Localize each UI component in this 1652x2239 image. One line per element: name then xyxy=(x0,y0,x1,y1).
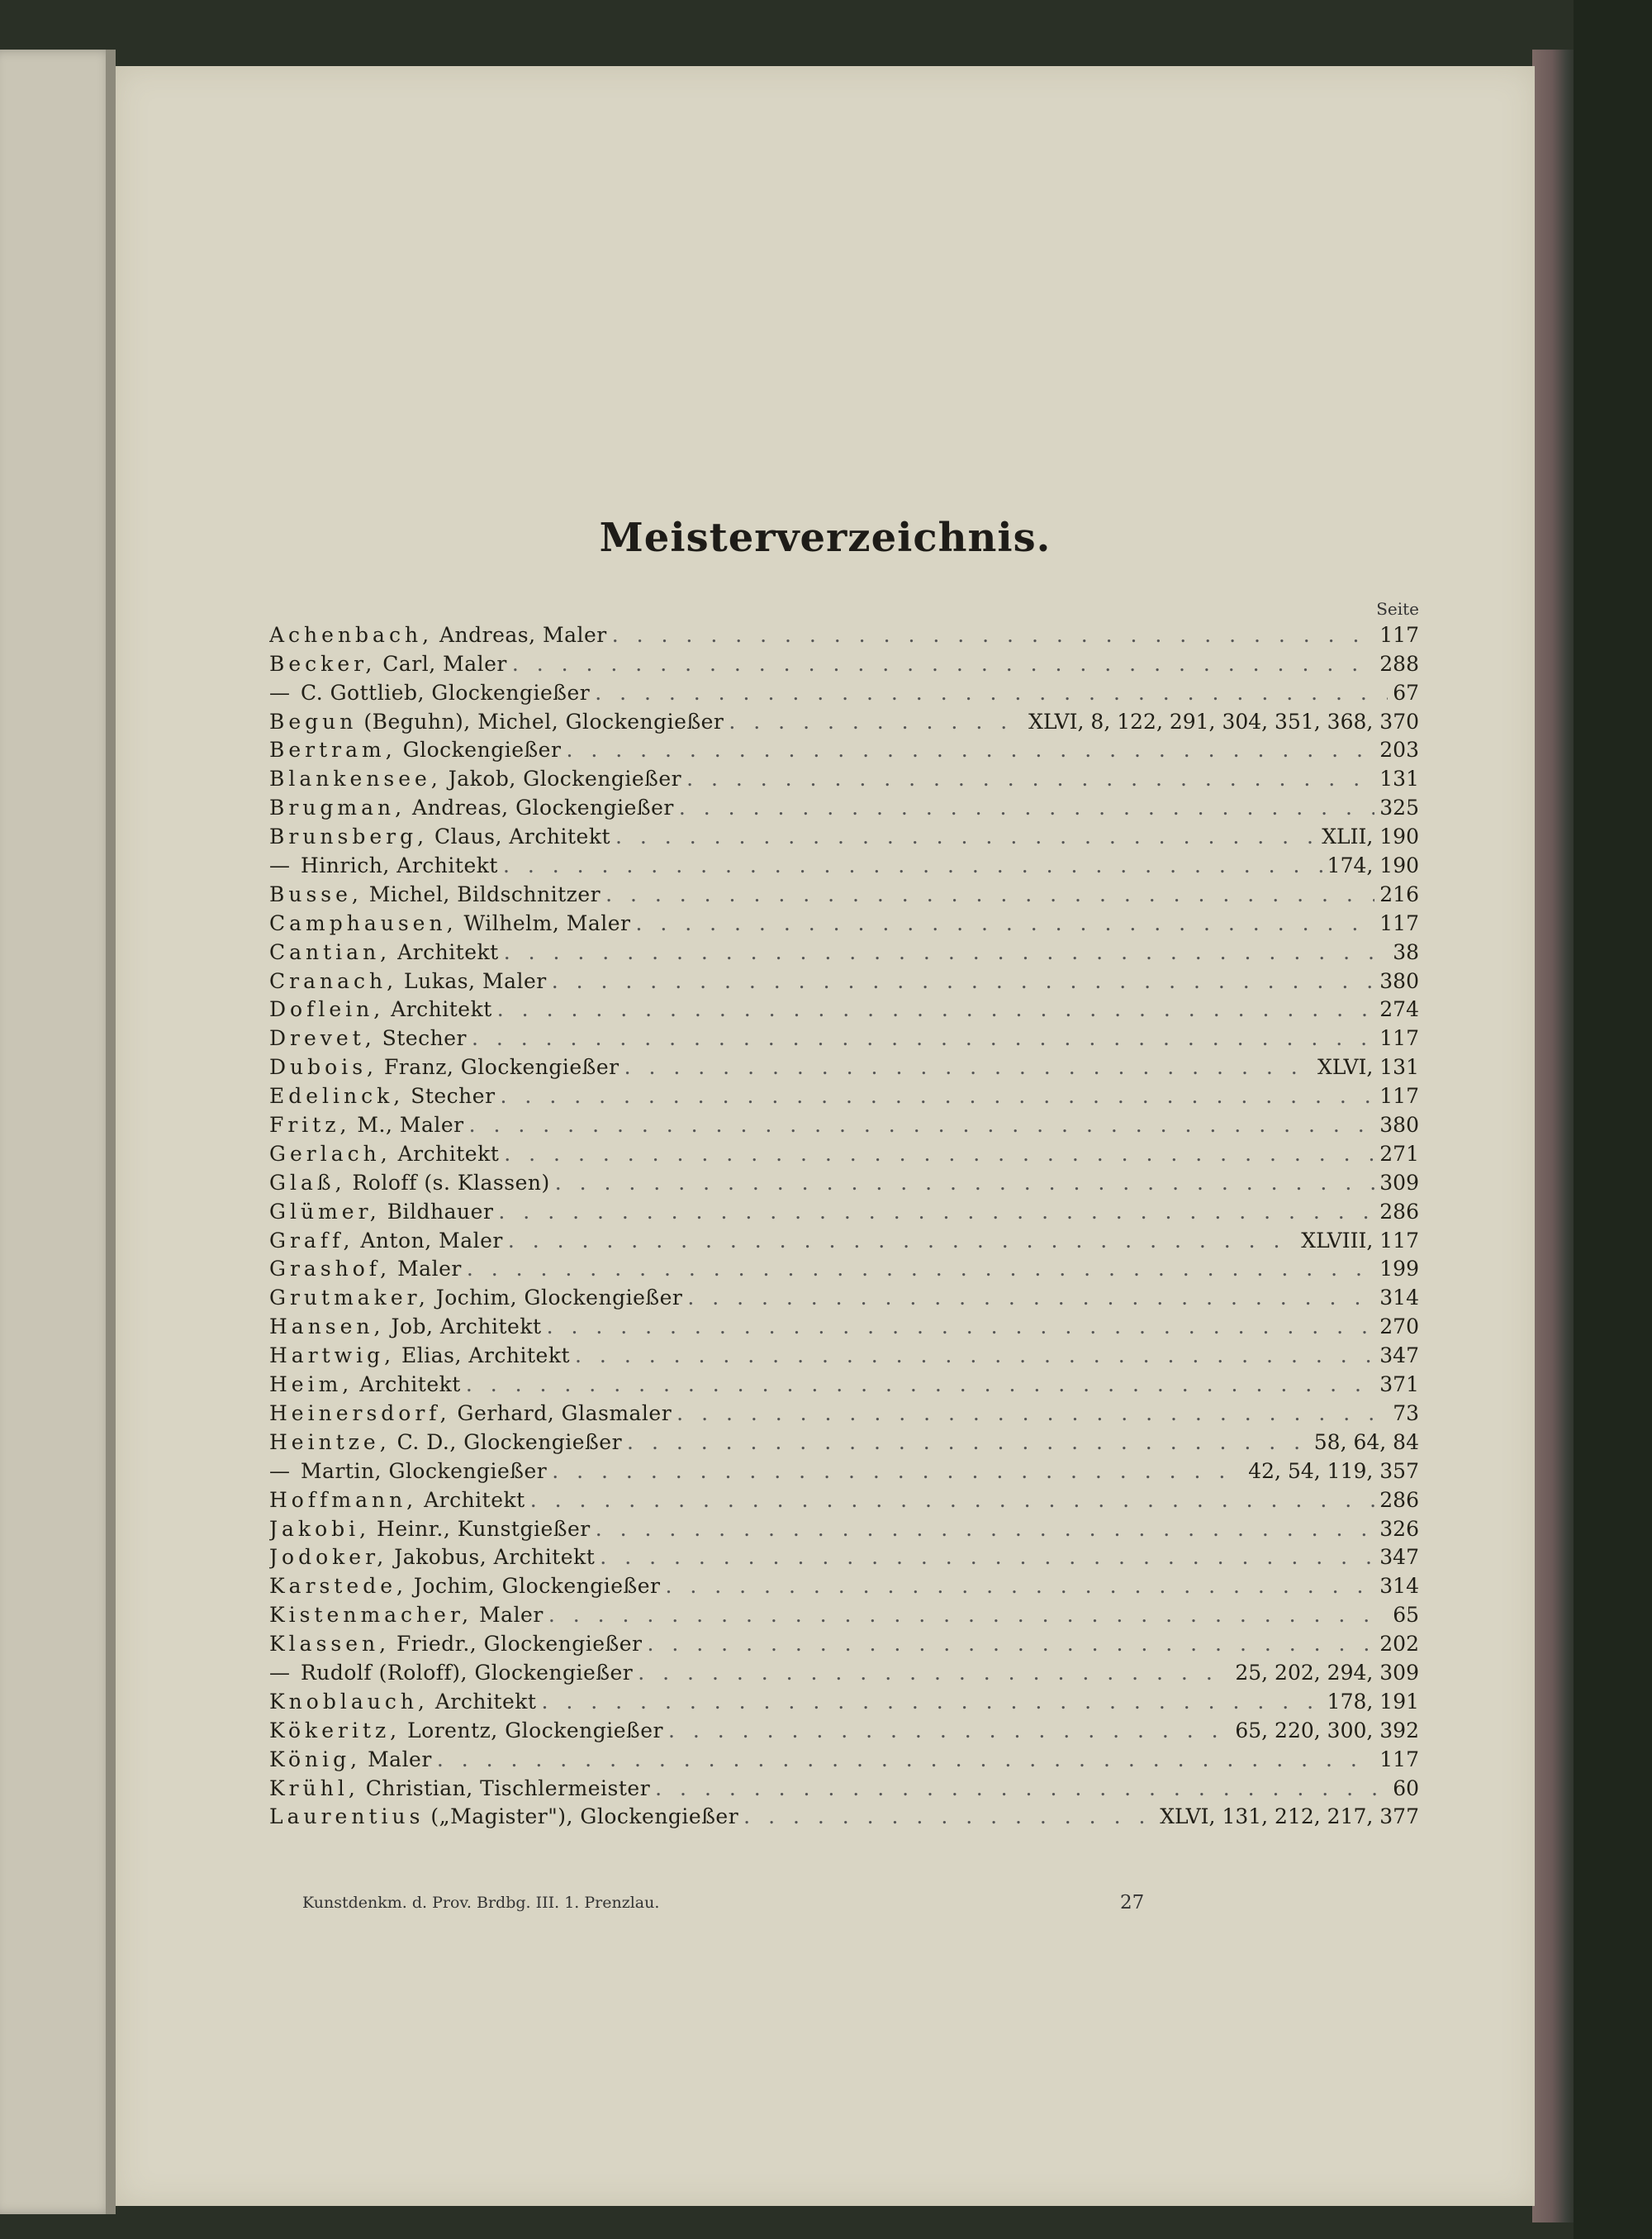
entry-pages: 314 xyxy=(1379,1286,1419,1310)
entry-pages: 371 xyxy=(1379,1372,1419,1397)
entry-description: Architekt xyxy=(397,1141,500,1166)
leader-dots xyxy=(612,623,1375,647)
entry-pages: 58, 64, 84 xyxy=(1313,1429,1419,1454)
entry-pages: 174, 190 xyxy=(1327,853,1419,878)
entry-description: Wilhelm, Maler xyxy=(463,910,631,935)
entry-name: Heinersdorf, xyxy=(269,1400,451,1425)
leader-dots xyxy=(541,1690,1322,1714)
entry-pages: 380 xyxy=(1379,1113,1419,1138)
index-list xyxy=(269,618,1419,1828)
entry-pages: 202 xyxy=(1379,1632,1419,1657)
leader-dots xyxy=(615,825,1317,849)
entry-description: Jochim, Glockengießer xyxy=(413,1574,661,1599)
leader-dots xyxy=(547,1314,1375,1338)
entry-description: Architekt xyxy=(397,939,499,964)
index-entry xyxy=(269,1195,1419,1224)
index-entry xyxy=(269,849,1419,877)
index-entry xyxy=(269,877,1419,906)
entry-name: — xyxy=(269,1660,294,1685)
entry-name: Heim, xyxy=(269,1372,354,1397)
entry-pages: 270 xyxy=(1379,1314,1419,1339)
leader-dots xyxy=(497,997,1375,1021)
entry-description: Lukas, Maler xyxy=(404,968,547,993)
index-entry xyxy=(269,618,1419,647)
index-entry xyxy=(269,1656,1419,1685)
entry-description: Hinrich, Architekt xyxy=(300,853,498,878)
index-entry xyxy=(269,935,1419,964)
leader-dots xyxy=(501,1084,1375,1108)
entry-name: Grutmaker, xyxy=(269,1286,430,1310)
index-entry xyxy=(269,1627,1419,1656)
entry-description: Anton, Maler xyxy=(360,1228,503,1253)
entry-description: (Beguhn), Michel, Glockengießer xyxy=(363,709,724,734)
entry-description: Bildhauer xyxy=(387,1199,494,1224)
leader-dots xyxy=(676,1401,1388,1425)
leader-dots xyxy=(668,1718,1230,1742)
entry-pages: 131 xyxy=(1379,767,1419,791)
entry-pages: 25, 202, 294, 309 xyxy=(1235,1660,1419,1685)
index-entry xyxy=(269,1512,1419,1541)
entry-name: — xyxy=(269,853,294,878)
leader-dots xyxy=(600,1545,1374,1569)
entry-name: Karstede, xyxy=(269,1574,407,1599)
entry-pages: 42, 54, 119, 357 xyxy=(1248,1458,1419,1483)
entry-pages: 117 xyxy=(1379,910,1419,935)
index-entry xyxy=(269,1281,1419,1310)
entry-description: Maler xyxy=(368,1747,432,1771)
leader-dots xyxy=(729,710,1023,734)
leader-dots xyxy=(472,1026,1374,1050)
leader-dots xyxy=(679,796,1374,820)
index-entry xyxy=(269,1685,1419,1714)
entry-name: König, xyxy=(269,1747,362,1771)
entry-name: Glaß, xyxy=(269,1170,346,1195)
entry-name: Dubois, xyxy=(269,1055,377,1080)
index-entry xyxy=(269,1742,1419,1771)
entry-name: — xyxy=(269,680,294,705)
leader-dots xyxy=(743,1804,1155,1828)
entry-description: M., Maler xyxy=(357,1113,464,1138)
entry-description: („Magister"), Glockengießer xyxy=(430,1804,739,1829)
leader-dots xyxy=(605,882,1374,906)
entry-description: Heinr., Kunstgießer xyxy=(377,1516,591,1541)
entry-name: Jodoker, xyxy=(269,1545,388,1570)
index-entry xyxy=(269,820,1419,849)
entry-name: Kistenmacher, xyxy=(269,1603,473,1628)
leader-dots xyxy=(566,738,1374,762)
entry-pages: 347 xyxy=(1379,1545,1419,1570)
index-entry xyxy=(269,1310,1419,1338)
leader-dots xyxy=(596,1517,1375,1541)
entry-description: Architekt xyxy=(359,1372,461,1397)
entry-description: Michel, Bildschnitzer xyxy=(368,882,601,906)
index-entry xyxy=(269,964,1419,993)
entry-name: Jakobi, xyxy=(269,1516,371,1541)
entry-name: Cantian, xyxy=(269,939,392,964)
index-entry xyxy=(269,1224,1419,1253)
index-entry xyxy=(269,1367,1419,1396)
entry-description: Elias, Architekt xyxy=(401,1343,571,1368)
page-title: Meisterverzeichnis. xyxy=(599,515,1051,561)
entry-pages: 314 xyxy=(1379,1574,1419,1599)
entry-description: Rudolf (Roloff), Glockengießer xyxy=(300,1660,634,1685)
index-entry xyxy=(269,1425,1419,1454)
leader-dots xyxy=(503,853,1322,877)
leader-dots xyxy=(508,1229,1296,1253)
left-page-edge xyxy=(0,50,116,2214)
entry-description: Andreas, Maler xyxy=(439,622,607,647)
entry-pages: 117 xyxy=(1379,1084,1419,1109)
leader-dots xyxy=(635,911,1374,935)
index-entry xyxy=(269,734,1419,763)
index-entry xyxy=(269,1598,1419,1627)
entry-pages: 325 xyxy=(1379,796,1419,820)
book-cover xyxy=(1574,0,1652,2239)
entry-pages: 65 xyxy=(1393,1603,1419,1628)
entry-pages: 60 xyxy=(1393,1776,1419,1800)
entry-name: Hoffmann, xyxy=(269,1487,418,1512)
entry-description: Friedr., Glockengießer xyxy=(396,1632,643,1657)
leader-dots xyxy=(595,681,1388,705)
entry-description: Glockengießer xyxy=(402,738,562,763)
entry-description: Maler xyxy=(479,1603,544,1628)
entry-name: Laurentius xyxy=(269,1804,425,1829)
entry-name: Camphausen, xyxy=(269,910,458,935)
entry-name: Blankensee, xyxy=(269,767,442,791)
index-entry xyxy=(269,1108,1419,1137)
entry-name: Fritz, xyxy=(269,1113,351,1138)
entry-description: Architekt xyxy=(391,997,492,1022)
index-entry xyxy=(269,1021,1419,1050)
index-entry xyxy=(269,1714,1419,1742)
sheet-number: 27 xyxy=(1120,1892,1145,1913)
entry-pages: 203 xyxy=(1379,738,1419,763)
entry-pages: XLVI, 8, 122, 291, 304, 351, 368, 370 xyxy=(1028,709,1419,734)
leader-dots xyxy=(504,940,1388,964)
entry-name: Achenbach, xyxy=(269,622,434,647)
leader-dots xyxy=(627,1430,1309,1454)
entry-name: Kökeritz, xyxy=(269,1718,401,1742)
entry-name: Busse, xyxy=(269,882,363,906)
leader-dots xyxy=(648,1632,1375,1656)
index-entry xyxy=(269,705,1419,734)
entry-pages: XLVIII, 117 xyxy=(1301,1228,1419,1253)
index-entry xyxy=(269,762,1419,791)
index-entry xyxy=(269,906,1419,935)
index-entry xyxy=(269,1800,1419,1829)
entry-description: Martin, Glockengießer xyxy=(300,1458,548,1483)
entry-pages: XLII, 190 xyxy=(1322,825,1419,849)
footer-signature: Kunstdenkm. d. Prov. Brdbg. III. 1. Prenzlau. xyxy=(302,1894,660,1912)
entry-pages: 380 xyxy=(1379,968,1419,993)
leader-dots xyxy=(555,1171,1375,1195)
entry-description: Architekt xyxy=(424,1487,525,1512)
entry-description: Maler xyxy=(397,1257,462,1281)
index-entry xyxy=(269,1050,1419,1079)
entry-description: Andreas, Glockengießer xyxy=(412,796,674,820)
entry-description: Lorentz, Glockengießer xyxy=(407,1718,663,1742)
entry-pages: 199 xyxy=(1379,1257,1419,1281)
leader-dots xyxy=(575,1343,1374,1367)
entry-pages: 117 xyxy=(1379,1026,1419,1051)
leader-dots xyxy=(437,1747,1374,1771)
entry-description: Roloff (s. Klassen) xyxy=(352,1170,550,1195)
leader-dots xyxy=(467,1257,1374,1281)
entry-description: Architekt xyxy=(434,1689,537,1714)
entry-description: Stecher xyxy=(382,1026,467,1051)
entry-pages: 216 xyxy=(1379,882,1419,906)
entry-pages: 326 xyxy=(1379,1516,1419,1541)
entry-description: Jakob, Glockengießer xyxy=(448,767,682,791)
entry-name: Edelinck, xyxy=(269,1084,405,1109)
entry-pages: 38 xyxy=(1393,939,1419,964)
entry-description: Christian, Tischlermeister xyxy=(365,1776,651,1800)
entry-pages: 309 xyxy=(1379,1170,1419,1195)
leader-dots xyxy=(512,652,1374,676)
entry-name: Heintze, xyxy=(269,1429,391,1454)
entry-pages: XLVI, 131 xyxy=(1317,1055,1419,1080)
entry-pages: XLVI, 131, 212, 217, 377 xyxy=(1160,1804,1419,1829)
leader-dots xyxy=(466,1372,1374,1396)
entry-name: Hartwig, xyxy=(269,1343,396,1368)
entry-pages: 286 xyxy=(1379,1487,1419,1512)
entry-pages: 274 xyxy=(1379,997,1419,1022)
entry-description: Jakobus, Architekt xyxy=(394,1545,596,1570)
index-entry xyxy=(269,1137,1419,1166)
leader-dots xyxy=(504,1142,1374,1166)
entry-description: Stecher xyxy=(411,1084,496,1109)
entry-name: Hansen, xyxy=(269,1314,385,1339)
entry-name: Glümer, xyxy=(269,1199,381,1224)
entry-name: Graff, xyxy=(269,1228,354,1253)
leader-dots xyxy=(469,1113,1375,1137)
leader-dots xyxy=(686,767,1374,791)
entry-name: Grashof, xyxy=(269,1257,392,1281)
index-entry xyxy=(269,1253,1419,1281)
entry-description: Franz, Glockengießer xyxy=(383,1055,620,1080)
entry-pages: 271 xyxy=(1379,1141,1419,1166)
entry-name: Bertram, xyxy=(269,738,396,763)
entry-name: Brunsberg, xyxy=(269,825,429,849)
entry-description: Gerhard, Glasmaler xyxy=(457,1400,672,1425)
leader-dots xyxy=(552,969,1375,993)
leader-dots xyxy=(498,1200,1374,1224)
entry-description: C. Gottlieb, Glockengießer xyxy=(300,680,591,705)
entry-name: Klassen, xyxy=(269,1632,391,1657)
book-gutter xyxy=(106,50,116,2214)
entry-description: C. D., Glockengießer xyxy=(396,1429,623,1454)
entry-name: Knoblauch, xyxy=(269,1689,429,1714)
index-entry xyxy=(269,1454,1419,1483)
index-entry xyxy=(269,1338,1419,1367)
entry-pages: 117 xyxy=(1379,622,1419,647)
leader-dots xyxy=(638,1661,1230,1685)
leader-dots xyxy=(655,1776,1388,1800)
entry-name: Doflein, xyxy=(269,997,385,1022)
entry-name: Brugman, xyxy=(269,796,406,820)
index-entry xyxy=(269,1569,1419,1598)
entry-pages: 67 xyxy=(1393,680,1419,705)
index-entry xyxy=(269,1541,1419,1570)
entry-description: Job, Architekt xyxy=(391,1314,542,1339)
entry-description: Carl, Maler xyxy=(382,651,507,676)
entry-name: Gerlach, xyxy=(269,1141,392,1166)
entry-name: — xyxy=(269,1458,294,1483)
entry-pages: 347 xyxy=(1379,1343,1419,1368)
leader-dots xyxy=(687,1286,1374,1310)
column-header-seite: Seite xyxy=(1376,599,1419,619)
index-entry xyxy=(269,1396,1419,1425)
entry-name: Becker, xyxy=(269,651,377,676)
entry-description: Claus, Architekt xyxy=(434,825,611,849)
entry-description: Jochim, Glockengießer xyxy=(435,1286,683,1310)
entry-pages: 288 xyxy=(1379,651,1419,676)
entry-name: Begun xyxy=(269,709,358,734)
index-entry xyxy=(269,647,1419,676)
entry-pages: 65, 220, 300, 392 xyxy=(1235,1718,1419,1742)
entry-pages: 286 xyxy=(1379,1199,1419,1224)
entry-name: Krühl, xyxy=(269,1776,359,1800)
index-entry xyxy=(269,1166,1419,1195)
index-entry xyxy=(269,676,1419,705)
entry-pages: 117 xyxy=(1379,1747,1419,1771)
document-page xyxy=(116,66,1535,2206)
index-entry xyxy=(269,791,1419,820)
leader-dots xyxy=(548,1603,1388,1627)
index-entry xyxy=(269,1079,1419,1108)
entry-name: Drevet, xyxy=(269,1026,376,1051)
leader-dots xyxy=(624,1055,1313,1079)
entry-pages: 73 xyxy=(1393,1400,1419,1425)
entry-pages: 178, 191 xyxy=(1327,1689,1419,1714)
index-entry xyxy=(269,1771,1419,1800)
index-entry xyxy=(269,1483,1419,1512)
index-entry xyxy=(269,993,1419,1022)
leader-dots xyxy=(530,1488,1375,1512)
leader-dots xyxy=(552,1459,1243,1483)
leader-dots xyxy=(665,1574,1374,1598)
entry-name: Cranach, xyxy=(269,968,398,993)
